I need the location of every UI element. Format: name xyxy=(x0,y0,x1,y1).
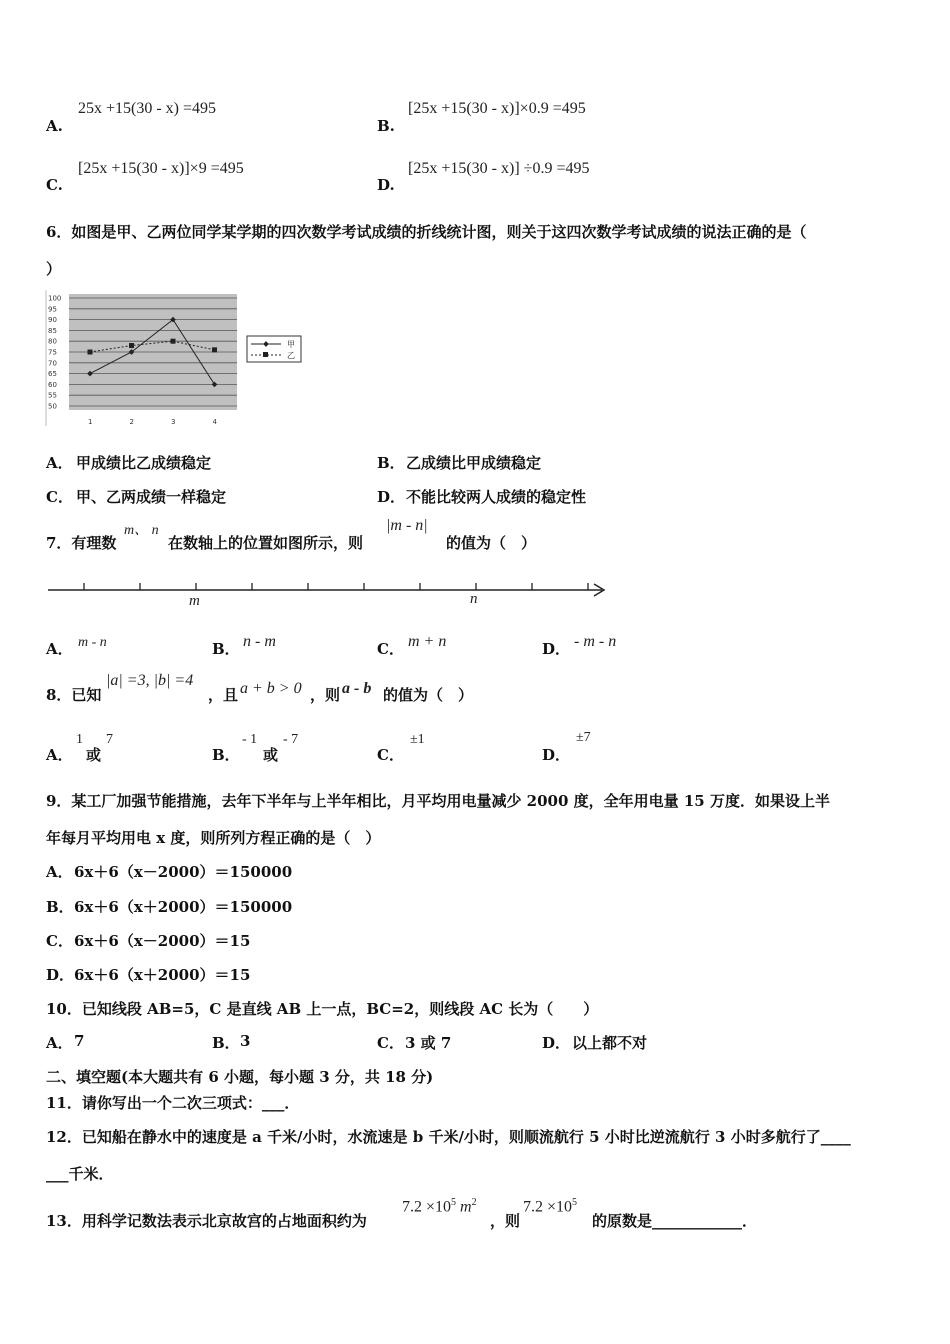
q8-suffix: 的值为（ ） xyxy=(383,686,474,704)
q5-option-d-label: D. xyxy=(377,176,395,194)
q10-option-a-label: A． xyxy=(46,1034,73,1052)
q7-option-c-expr: m + n xyxy=(408,633,447,650)
q13-expr1 xyxy=(402,1197,477,1216)
q10-stem: 10．已知线段 AB=5，C 是直线 AB 上一点，BC=2，则线段 AC 长为（ ） xyxy=(46,1000,599,1018)
q8-option-d-v1: ±7 xyxy=(576,730,591,745)
q8-option-c-label: C． xyxy=(377,746,404,764)
q10-option-b-label: B． xyxy=(212,1034,240,1052)
q8-prefix: 8．已知 xyxy=(46,686,102,704)
q7-option-a-expr: m - n xyxy=(78,635,107,650)
chart-ytick-label: 65 xyxy=(48,370,57,379)
q7-option-a-label: A． xyxy=(46,640,73,658)
q11-stem: 11．请你写出一个二次三项式：___． xyxy=(46,1094,300,1112)
q9-option-c-label: C． xyxy=(46,932,73,950)
chart-xtick-label: 1 xyxy=(88,418,93,426)
q6-option-a-text: 甲成绩比乙成绩稳定 xyxy=(76,454,212,472)
q7-option-c-label: C． xyxy=(377,640,404,658)
q7-option-d-label: D． xyxy=(542,640,571,658)
q13-expr2-base: 7.2 ×10 xyxy=(523,1198,573,1216)
q6-line-chart xyxy=(44,288,306,430)
legend-label-jia: 甲 xyxy=(287,340,295,349)
q7-number-line xyxy=(46,574,612,610)
q7-vars: m、 n xyxy=(124,523,159,538)
chart-ytick-label: 70 xyxy=(48,359,57,368)
q8-cond1: |a| =3, |b| =4 xyxy=(106,672,194,689)
q8-option-b-label: B． xyxy=(212,746,240,764)
q6-option-a-label: A． xyxy=(46,454,73,472)
chart-ytick-label: 75 xyxy=(48,348,57,357)
q5-option-b-expr: [25x +15(30 - x)]×0.9 =495 xyxy=(408,100,586,117)
q6-stem-line2: ） xyxy=(46,260,62,278)
q8-option-d-label: D． xyxy=(542,746,571,764)
section-2-title: 二、填空题(本大题共有 6 小题，每小题 3 分，共 18 分) xyxy=(46,1068,434,1086)
number-line-label-n: n xyxy=(470,591,478,607)
q13-expr2 xyxy=(523,1197,577,1216)
q8-option-c-v1: ±1 xyxy=(410,732,425,747)
q8-cond2: a + b > 0 xyxy=(240,680,302,697)
chart-xtick-label: 4 xyxy=(212,418,217,426)
chart-ytick-label: 55 xyxy=(48,391,57,400)
q12-stem-line1: 12．已知船在静水中的速度是 a 千米/小时，水流速是 b 千米/小时，则顺流航行 5 小时比逆流航行 3 小时多航行了____ xyxy=(46,1128,851,1146)
q13-suffix: 的原数是____________． xyxy=(592,1212,758,1230)
q9-option-b-label: B． xyxy=(46,898,74,916)
q5-option-a-expr: 25x +15(30 - x) =495 xyxy=(78,100,217,117)
q9-option-c-expr: 6x＋6（x－2000）＝15 xyxy=(74,932,251,950)
q13-expr1-unit-exp: 2 xyxy=(471,1197,477,1208)
q10-option-c-label: C． xyxy=(377,1034,404,1052)
q5-option-c-expr: [25x +15(30 - x)]×9 =495 xyxy=(78,160,244,177)
q7-prefix: 7．有理数 xyxy=(46,534,117,552)
legend-marker-yi xyxy=(263,352,268,357)
q6-option-d-label: D． xyxy=(377,488,406,506)
chart-ytick-label: 95 xyxy=(48,305,57,314)
q9-option-b-expr: 6x＋6（x＋2000）＝150000 xyxy=(74,898,293,916)
q10-option-c-text: 3 或 7 xyxy=(405,1034,452,1052)
legend-label-yi: 乙 xyxy=(287,351,295,360)
q13-expr1-unit: m xyxy=(460,1198,472,1216)
q7-option-d-expr: - m - n xyxy=(574,633,617,650)
chart-legend xyxy=(247,336,301,362)
q5-option-b-label: B. xyxy=(377,117,395,135)
q9-stem-line2: 年每月平均用电 x 度，则所列方程正确的是（ ） xyxy=(46,829,381,847)
q8-mid2: ，则 xyxy=(310,686,341,704)
q9-stem-line1: 9．某工厂加强节能措施，去年下半年与上半年相比，月平均用电量减少 2000 度，全年用电量 15 万度．如果设上半 xyxy=(46,792,830,810)
q6-option-c-label: C． xyxy=(46,488,73,506)
q9-option-a-expr: 6x＋6（x－2000）＝150000 xyxy=(74,863,293,881)
q6-option-b-text: 乙成绩比甲成绩稳定 xyxy=(406,454,542,472)
chart-ytick-label: 90 xyxy=(48,316,57,325)
q6-option-d-text: 不能比较两人成绩的稳定性 xyxy=(406,488,587,506)
q10-option-d-text: 以上都不对 xyxy=(572,1034,648,1052)
q13-expr1-exp: 5 xyxy=(451,1197,457,1208)
q8-option-b-v1: - 1 xyxy=(242,732,258,747)
q6-option-b-label: B． xyxy=(377,454,405,472)
q13-expr1-base: 7.2 ×10 xyxy=(402,1198,452,1216)
q9-option-a-label: A． xyxy=(46,863,73,881)
q5-option-c-label: C. xyxy=(46,176,63,194)
q5-option-a-label: A. xyxy=(46,117,63,135)
q10-option-a-text: 7 xyxy=(74,1032,85,1050)
q12-stem-line2: ___千米． xyxy=(46,1165,114,1183)
q8-option-b-or: 或 xyxy=(263,746,279,764)
q9-option-d-expr: 6x＋6（x＋2000）＝15 xyxy=(74,966,251,984)
q8-mid1: ，且 xyxy=(208,686,239,704)
chart-ytick-label: 80 xyxy=(48,337,57,346)
q7-option-b-label: B． xyxy=(212,640,240,658)
q6-option-c-text: 甲、乙两成绩一样稳定 xyxy=(76,488,227,506)
chart-ytick-label: 50 xyxy=(48,402,57,411)
chart-ytick-label: 60 xyxy=(48,380,57,389)
q13-mid: ，则 xyxy=(490,1212,521,1230)
chart-xtick-label: 3 xyxy=(171,418,176,426)
q9-option-d-label: D． xyxy=(46,966,75,984)
number-line-label-m: m xyxy=(189,593,200,609)
chart-point xyxy=(212,347,217,352)
q10-option-d-label: D． xyxy=(542,1034,571,1052)
chart-ytick-label: 85 xyxy=(48,326,57,335)
chart-xtick-label: 2 xyxy=(129,418,134,426)
q7-option-b-expr: n - m xyxy=(243,633,276,650)
q8-option-b-v2: - 7 xyxy=(283,732,299,747)
q8-option-a-v2: 7 xyxy=(106,732,113,747)
q13-prefix: 13．用科学记数法表示北京故宫的占地面积约为 xyxy=(46,1212,367,1230)
q13-expr2-exp: 5 xyxy=(572,1197,578,1208)
q8-option-a-label: A． xyxy=(46,746,73,764)
q7-mid: 在数轴上的位置如图所示，则 xyxy=(168,534,364,552)
q5-option-d-expr: [25x +15(30 - x)] ÷0.9 =495 xyxy=(408,160,590,177)
chart-point xyxy=(171,339,176,344)
chart-ytick-label: 100 xyxy=(48,294,62,303)
q10-option-b-text: 3 xyxy=(240,1032,251,1050)
q8-option-a-v1: 1 xyxy=(76,732,83,747)
q8-target: a - b xyxy=(342,680,372,697)
chart-point xyxy=(129,343,134,348)
q6-stem-line1: 6．如图是甲、乙两位同学某学期的四次数学考试成绩的折线统计图，则关于这四次数学考试成绩的说法正确的是（ xyxy=(46,223,807,241)
q8-option-a-or: 或 xyxy=(86,746,102,764)
q7-suffix: 的值为（ ） xyxy=(446,534,537,552)
chart-point xyxy=(88,350,93,355)
q7-abs-expr: |m - n| xyxy=(386,517,428,534)
